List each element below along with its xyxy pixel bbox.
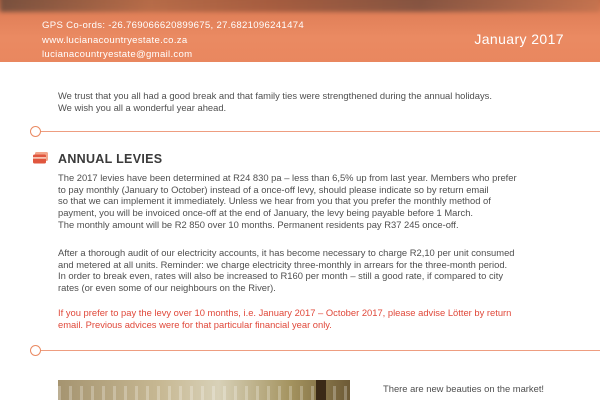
notice-line: email. Previous advices were for that particular financial year only. xyxy=(58,318,332,330)
paragraph-line: and metered at all units. Reminder: we charge electricity three-monthly in arrears for the three-month period. xyxy=(58,258,508,270)
levies-paragraph xyxy=(58,172,566,231)
photo-fence xyxy=(58,386,350,400)
newsletter-header xyxy=(0,0,600,62)
section-divider xyxy=(36,350,600,351)
notice-line: If you prefer to pay the levy over 10 months, i.e. January 2017 – October 2017, please advise Lötter by return xyxy=(58,307,512,318)
header-photo-strip xyxy=(0,0,600,12)
intro-line: We wish you all a wonderful year ahead. xyxy=(58,101,227,113)
divider-dot xyxy=(30,345,41,356)
paragraph-line: The 2017 levies have been determined at R24 830 pa – less than 6,5% up from last year. Members who prefer xyxy=(58,172,517,183)
paragraph-line: to pay monthly (January to October) instead of a once-off levy, should please indicate so by return email xyxy=(58,183,489,195)
property-photo xyxy=(58,380,350,400)
section-divider xyxy=(36,131,600,132)
market-teaser: There are new beauties on the market! xyxy=(383,383,545,394)
card-icon xyxy=(33,152,49,164)
levies-heading: ANNUAL LEVIES xyxy=(58,152,163,166)
paragraph-line: rates (or even some of our neighbours on the River). xyxy=(58,282,276,294)
paragraph-line: In order to break even, rates will also be increased to R160 per month – still a good rate, if compared to city xyxy=(58,270,504,282)
paragraph-line: After a thorough audit of our electricity accounts, it has become necessary to charge R2,10 per unit consumed xyxy=(58,247,515,258)
website-link[interactable]: www.lucianacountryestate.co.za xyxy=(42,35,188,46)
levy-notice xyxy=(58,307,566,330)
photo-post xyxy=(316,380,326,400)
paragraph-line: The monthly amount will be R2 850 over 10 months. Permanent residents pay R37 245 once-off. xyxy=(58,218,459,230)
intro-line: We trust that you all had a good break and that family ties were strengthened during the annual holidays. xyxy=(58,90,492,101)
paragraph-line: so that we can implement it immediately. Unless we hear from you that you prefer the monthly method of xyxy=(58,195,491,207)
electricity-paragraph xyxy=(58,247,566,294)
paragraph-line: payment, you will be invoiced once-off at the end of January, the levy being payable before 1 March. xyxy=(58,207,474,219)
issue-date: January 2017 xyxy=(474,31,564,47)
divider-dot xyxy=(30,126,41,137)
email-link[interactable]: lucianacountryestate@gmail.com xyxy=(42,49,193,60)
intro-paragraph xyxy=(58,90,566,113)
gps-coordinates: GPS Co-ords: -26.769066620899675, 27.6821096241474 xyxy=(42,20,304,31)
